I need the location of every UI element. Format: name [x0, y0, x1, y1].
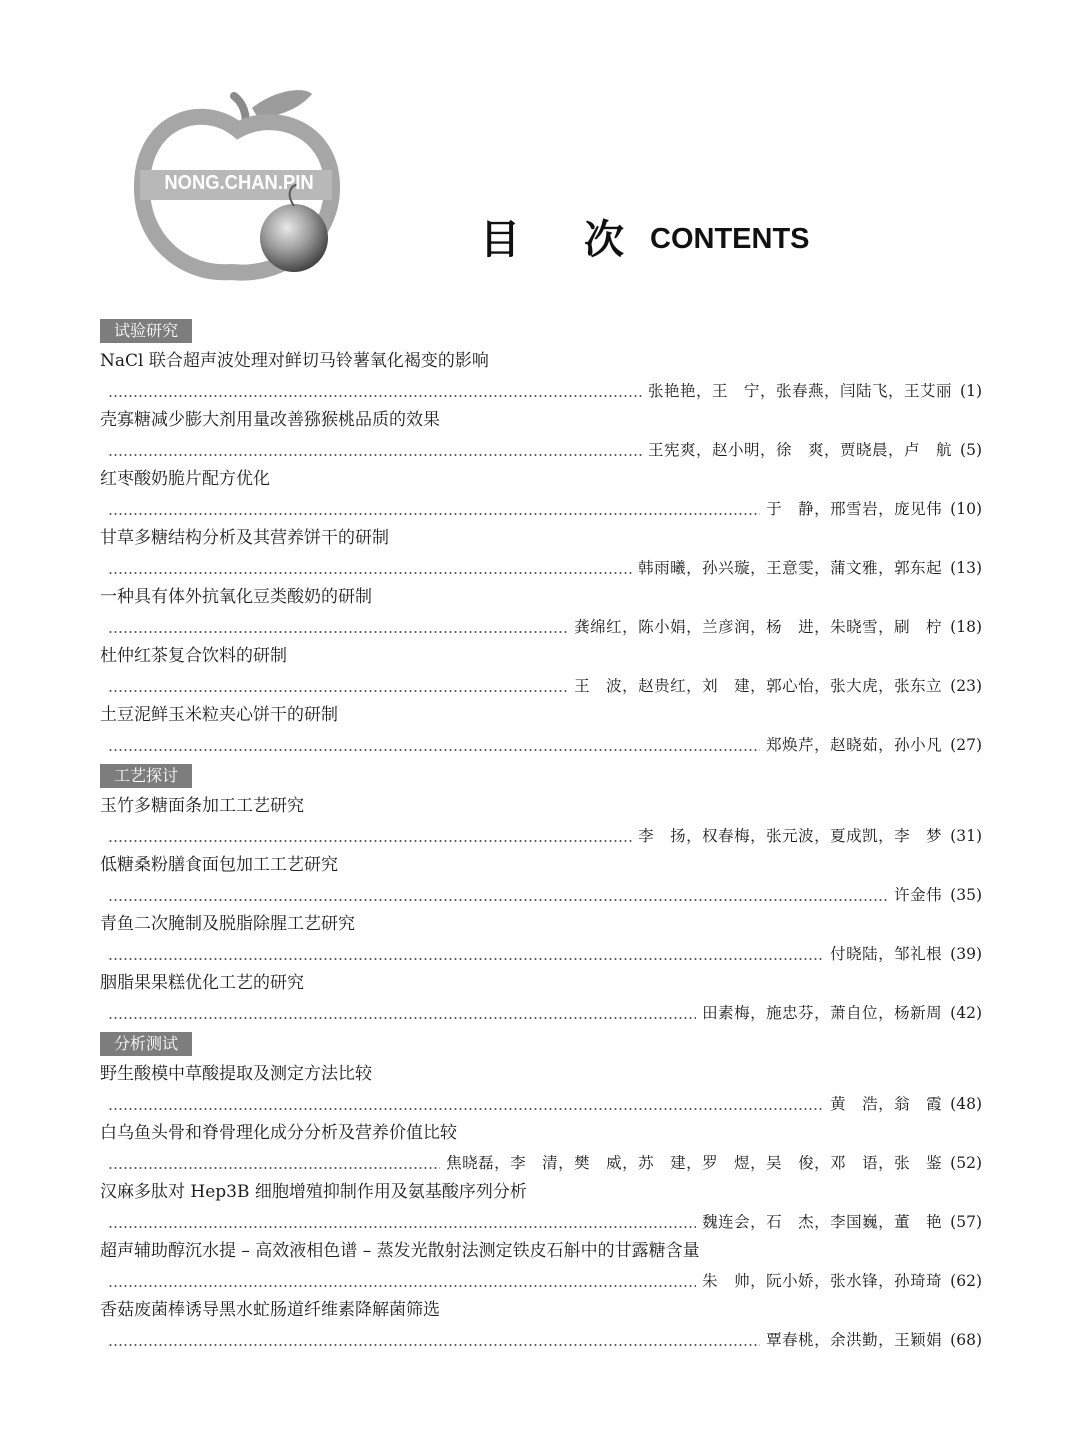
entry-page-number: (35) — [950, 886, 982, 904]
entry-title[interactable]: 土豆泥鲜玉米粒夹心饼干的研制 — [100, 705, 338, 725]
title-cn-2: 次 — [584, 216, 624, 263]
toc-section — [100, 1030, 982, 1355]
toc-entry[interactable] — [100, 1178, 982, 1237]
entry-byline — [100, 613, 982, 641]
entry-page-number: (10) — [950, 500, 982, 518]
entry-authors: 朱 帅，阮小娇，张水锋，孙琦琦 — [702, 1272, 943, 1290]
entry-authors: 魏连会，石 杰，李国巍，董 艳 — [702, 1213, 943, 1231]
dot-leader — [108, 631, 568, 633]
entry-title[interactable]: 香菇废菌棒诱导黑水虻肠道纤维素降解菌筛选 — [100, 1300, 440, 1320]
entry-title[interactable]: 玉竹多糖面条加工工艺研究 — [100, 796, 304, 816]
entry-page-number: (68) — [950, 1331, 982, 1349]
entry-byline — [100, 1149, 982, 1177]
entry-authors: 李 扬，权春梅，张元波，夏成凯，李 梦 — [638, 827, 943, 845]
toc-entry[interactable] — [100, 792, 982, 851]
toc-entry[interactable] — [100, 406, 982, 465]
toc-entry[interactable] — [100, 1119, 982, 1178]
entry-title[interactable]: 汉麻多肽对 Hep3B 细胞增殖抑制作用及氨基酸序列分析 — [100, 1182, 527, 1202]
toc-section — [100, 317, 982, 760]
entry-byline — [100, 1208, 982, 1236]
entry-byline — [100, 377, 982, 405]
toc-entry[interactable] — [100, 465, 982, 524]
entry-page-number: (5) — [960, 441, 982, 459]
table-of-contents — [100, 317, 982, 1355]
section-label: 分析测试 — [100, 1032, 192, 1056]
entry-page-number: (42) — [950, 1004, 982, 1022]
entry-byline — [100, 495, 982, 523]
entry-page-number: (27) — [950, 736, 982, 754]
entry-page-number: (62) — [950, 1272, 982, 1290]
toc-entry[interactable] — [100, 583, 982, 642]
dot-leader — [108, 958, 824, 960]
entry-byline — [100, 1090, 982, 1118]
entry-authors: 付晓陆，邹礼根 — [830, 945, 943, 963]
dot-leader — [108, 840, 632, 842]
entry-byline — [100, 1267, 982, 1295]
entry-byline — [100, 436, 982, 464]
entry-page-number: (48) — [950, 1095, 982, 1113]
dot-leader — [108, 395, 642, 397]
entry-byline — [100, 672, 982, 700]
logo-text: NONG.CHAN.PIN — [164, 172, 314, 194]
toc-entry[interactable] — [100, 1296, 982, 1355]
section-label: 工艺探讨 — [100, 764, 192, 788]
entry-title[interactable]: 白乌鱼头骨和脊骨理化成分分析及营养价值比较 — [100, 1123, 457, 1143]
title-en: CONTENTS — [650, 222, 810, 255]
entry-page-number: (13) — [950, 559, 982, 577]
entry-page-number: (39) — [950, 945, 982, 963]
entry-authors: 覃春桃，余洪勤，王颖娟 — [766, 1331, 943, 1349]
entry-authors: 郑焕芹，赵晓茹，孙小凡 — [766, 736, 943, 754]
title-cn-1: 目 — [480, 216, 520, 263]
entry-title[interactable]: 野生酸模中草酸提取及测定方法比较 — [100, 1064, 372, 1084]
entry-authors: 龚绵红，陈小娟，兰彦润，杨 进，朱晓雪，刷 柠 — [574, 618, 943, 636]
entry-title[interactable]: 胭脂果果糕优化工艺的研究 — [100, 973, 304, 993]
dot-leader — [108, 1226, 696, 1228]
toc-section — [100, 762, 982, 1028]
dot-leader — [108, 1285, 696, 1287]
dot-leader — [108, 749, 760, 751]
entry-title[interactable]: 超声辅助醇沉水提 – 高效液相色谱 – 蒸发光散射法测定铁皮石斛中的甘露糖含量 — [100, 1241, 700, 1261]
entry-authors: 韩雨曦，孙兴璇，王意雯，蒲文雅，郭东起 — [638, 559, 943, 577]
toc-entry[interactable] — [100, 347, 982, 406]
entry-title[interactable]: 低糖桑粉膳食面包加工工艺研究 — [100, 855, 338, 875]
dot-leader — [108, 1017, 696, 1019]
entry-byline — [100, 1326, 982, 1354]
toc-entry[interactable] — [100, 851, 982, 910]
dot-leader — [108, 1344, 760, 1346]
entry-byline — [100, 999, 982, 1027]
entry-title[interactable]: 青鱼二次腌制及脱脂除腥工艺研究 — [100, 914, 355, 934]
entry-title[interactable]: 一种具有体外抗氧化豆类酸奶的研制 — [100, 587, 372, 607]
entry-authors: 焦晓磊，李 清，樊 威，苏 建，罗 煜，吴 俊，邓 语，张 鉴 — [446, 1154, 943, 1172]
entry-authors: 张艳艳，王 宁，张春燕，闫陆飞，王艾丽 — [648, 382, 953, 400]
toc-entry[interactable] — [100, 524, 982, 583]
toc-entry[interactable] — [100, 701, 982, 760]
dot-leader — [108, 1108, 824, 1110]
entry-byline — [100, 940, 982, 968]
entry-authors: 许金伟 — [894, 886, 943, 904]
entry-authors: 于 静，邢雪岩，庞见伟 — [766, 500, 943, 518]
entry-title[interactable]: 杜仲红茶复合饮料的研制 — [100, 646, 287, 666]
entry-byline — [100, 881, 982, 909]
entry-page-number: (57) — [950, 1213, 982, 1231]
dot-leader — [108, 899, 888, 901]
toc-entry[interactable] — [100, 969, 982, 1028]
entry-byline — [100, 731, 982, 759]
page-title — [480, 208, 810, 264]
entry-title[interactable]: NaCl 联合超声波处理对鲜切马铃薯氧化褐变的影响 — [100, 351, 489, 371]
entry-authors: 黄 浩，翁 霞 — [830, 1095, 943, 1113]
journal-logo — [134, 88, 344, 284]
dot-leader — [108, 690, 568, 692]
entry-title[interactable]: 壳寡糖减少膨大剂用量改善猕猴桃品质的效果 — [100, 410, 440, 430]
entry-authors: 王 波，赵贵红，刘 建，郭心怡，张大虎，张东立 — [574, 677, 943, 695]
section-label: 试验研究 — [100, 319, 192, 343]
entry-byline — [100, 822, 982, 850]
dot-leader — [108, 1167, 440, 1169]
entry-page-number: (1) — [960, 382, 982, 400]
entry-page-number: (23) — [950, 677, 982, 695]
entry-title[interactable]: 甘草多糖结构分析及其营养饼干的研制 — [100, 528, 389, 548]
entry-title[interactable]: 红枣酸奶脆片配方优化 — [100, 469, 270, 489]
entry-authors: 王宪爽，赵小明，徐 爽，贾晓晨，卢 航 — [648, 441, 953, 459]
dot-leader — [108, 454, 642, 456]
entry-byline — [100, 554, 982, 582]
entry-page-number: (18) — [950, 618, 982, 636]
toc-entry[interactable] — [100, 1060, 982, 1119]
entry-page-number: (31) — [950, 827, 982, 845]
entry-page-number: (52) — [950, 1154, 982, 1172]
toc-entry[interactable] — [100, 1237, 982, 1296]
dot-leader — [108, 572, 632, 574]
entry-authors: 田素梅，施忠芬，萧自位，杨新周 — [702, 1004, 943, 1022]
dot-leader — [108, 513, 760, 515]
toc-entry[interactable] — [100, 910, 982, 969]
toc-entry[interactable] — [100, 642, 982, 701]
